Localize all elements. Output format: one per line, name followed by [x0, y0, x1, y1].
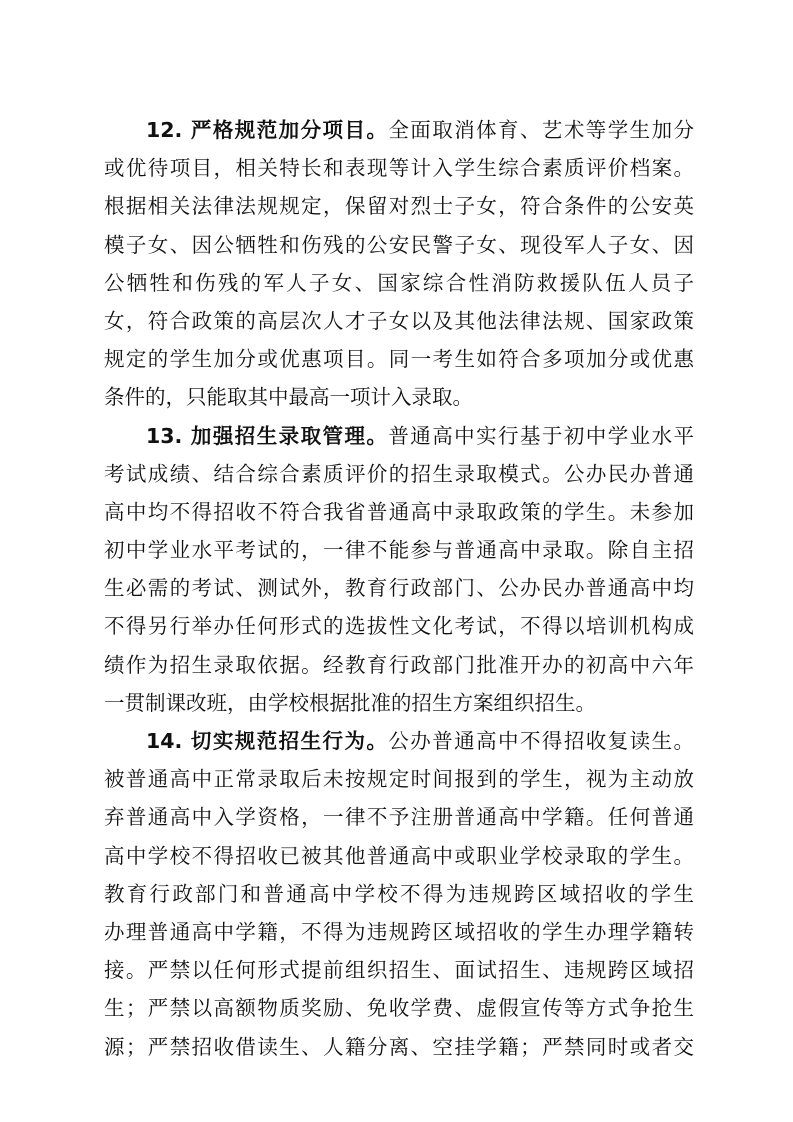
paragraph-line: 接。严禁以任何形式提前组织招生、面试招生、违规跨区域招 — [104, 958, 694, 983]
paragraph-text: 普通高中实行基于初中学业水平 — [388, 423, 695, 448]
paragraph-first-line — [104, 722, 694, 760]
paragraph-first-line — [104, 417, 694, 455]
paragraph-text: 全面取消体育、艺术等学生加分 — [388, 118, 695, 142]
paragraph-line: 高中学校不得招收已被其他普通高中或职业学校录取的学生。 — [104, 843, 694, 868]
section-heading: 12. 严格规范加分项目。 — [146, 118, 389, 142]
section-14 — [104, 722, 694, 1066]
paragraph-line: 根据相关法律法规规定，保留对烈士子女，符合条件的公安英 — [104, 194, 694, 219]
paragraph-line: 公牺牲和伤残的军人子女、国家综合性消防救援队伍人员子 — [104, 270, 694, 295]
paragraph-line: 绩作为招生录取依据。经教育行政部门批准开办的初高中六年 — [104, 652, 694, 677]
section-heading: 13. 加强招生录取管理。 — [146, 423, 389, 448]
paragraph-line: 被普通高中正常录取后未按规定时间报到的学生，视为主动放 — [104, 767, 694, 792]
paragraph-line: 或优待项目，相关特长和表现等计入学生综合素质评价档案。 — [104, 156, 694, 181]
document-body — [104, 111, 694, 1066]
paragraph-text: 公办普通高中不得招收复读生。 — [388, 729, 695, 753]
paragraph-line: 条件的，只能取其中最高一项计入录取。 — [104, 385, 473, 410]
paragraph-line: 模子女、因公牺牲和伤残的公安民警子女、现役军人子女、因 — [104, 232, 694, 257]
section-13 — [104, 417, 694, 723]
paragraph-line: 办理普通高中学籍，不得为违规跨区域招收的学生办理学籍转 — [104, 919, 694, 944]
paragraph-line: 女，符合政策的高层次人才子女以及其他法律法规、国家政策 — [104, 308, 694, 333]
paragraph-line: 弃普通高中入学资格，一律不予注册普通高中学籍。任何普通 — [104, 805, 694, 830]
paragraph-line: 教育行政部门和普通高中学校不得为违规跨区域招收的学生 — [104, 881, 694, 906]
paragraph-line: 生；严禁以高额物质奖励、免收学费、虚假宣传等方式争抢生 — [104, 996, 694, 1021]
paragraph-line: 不得另行举办任何形式的选拔性文化考试，不得以培训机构成 — [104, 614, 694, 639]
paragraph-line: 源；严禁招收借读生、人籍分离、空挂学籍；严禁同时或者交 — [104, 1034, 694, 1059]
paragraph-line: 规定的学生加分或优惠项目。同一考生如符合多项加分或优惠 — [104, 347, 694, 372]
paragraph-line: 初中学业水平考试的，一律不能参与普通高中录取。除自主招 — [104, 538, 694, 563]
paragraph-line: 一贯制课改班，由学校根据批准的招生方案组织招生。 — [104, 690, 596, 715]
paragraph-line: 生必需的考试、测试外，教育行政部门、公办民办普通高中均 — [104, 576, 694, 601]
section-12 — [104, 111, 694, 417]
paragraph-line: 高中均不得招收不符合我省普通高中录取政策的学生。未参加 — [104, 499, 694, 524]
section-heading: 14. 切实规范招生行为。 — [146, 729, 389, 753]
paragraph-line: 考试成绩、结合综合素质评价的招生录取模式。公办民办普通 — [104, 461, 694, 486]
paragraph-first-line — [104, 111, 694, 149]
